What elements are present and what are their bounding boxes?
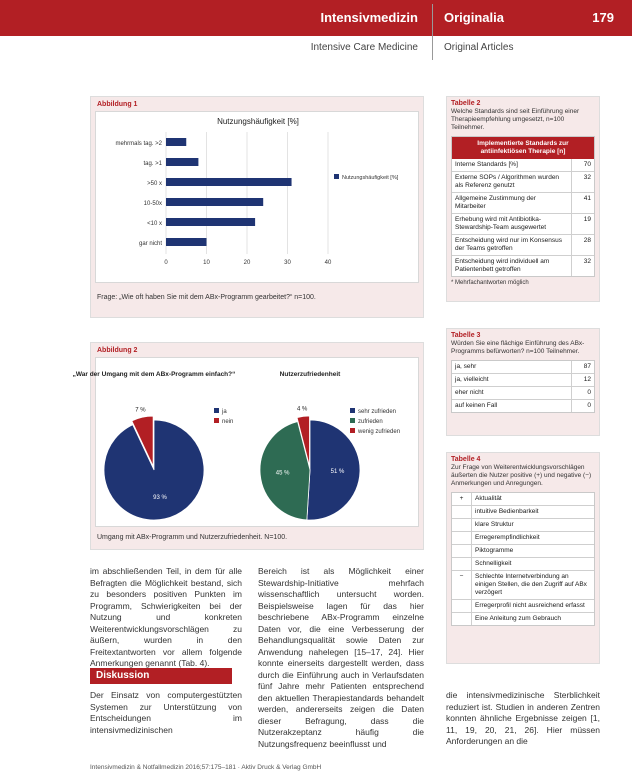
table-row (452, 214, 594, 235)
x-tick-label: 20 (243, 260, 251, 266)
figure-1-label: Abbildung 1 (97, 101, 138, 108)
bar (166, 198, 263, 206)
pie-data-label: 51 % (330, 468, 345, 475)
article-category: Originalia (444, 10, 504, 25)
table-cell-text: Schlechte Internetverbindung an einigen Stellen, die den Zugriff auf ABx verzögert (475, 573, 587, 596)
header-bar (0, 0, 632, 36)
x-tick-label: 30 (284, 260, 291, 266)
legend-swatch (350, 408, 355, 413)
y-category-label: 10-50x (143, 201, 162, 207)
pie-data-label: 7 % (135, 407, 146, 414)
legend-label: zufrieden (358, 419, 383, 425)
table-3-body (451, 360, 595, 413)
header-divider (432, 4, 433, 60)
figure-2 (72, 342, 424, 550)
table-2 (446, 96, 600, 302)
page-footer: Intensivmedizin & Notfallmedizin 2016;57:175–181 · Aktiv Druck & Verlag GmbH (90, 764, 322, 771)
table-row (452, 600, 594, 613)
table-cell-text: Entscheidung wird nur im Konsensus der Teams getroffen (452, 235, 572, 255)
article-category-subtitle: Original Articles (444, 42, 514, 53)
y-category-label: >50 x (147, 181, 162, 187)
table-cell-text: Aktualität (475, 495, 502, 502)
table-cell-sign (452, 545, 472, 557)
table-cell-text: eher nicht (452, 387, 572, 399)
table-cell-text: Eine Anleitung zum Gebrauch (475, 615, 561, 622)
table-cell-sign (452, 600, 472, 612)
table-cell-value: 28 (583, 237, 591, 244)
table-cell-text: Interne Standards [%] (452, 159, 572, 171)
body-text-col1-bottom: Der Einsatz von computergestützten Systemen zur Unterstützung von Entscheidungen im intensivmedizinischen (90, 690, 242, 735)
table-cell-text: Erhebung wird mit Antibiotika-Stewardship-Team ausgewertet (452, 214, 572, 234)
legend-label: wenig zufrieden (358, 429, 401, 435)
table-cell-value: 0 (587, 402, 591, 409)
table-cell-value: 32 (583, 174, 591, 181)
body-text-col2: Bereich ist als Möglichkeit einer Stewardship-Initiative mehrfach wissenschaftlich untersucht worden. Beispielsweise lagen für das hier beschriebene ABx-Programm einzelne Daten vor, die eine Verbesserung der Behandlungsqualität sowie Daten zur Anwendung nahelegen [15–17, 24]. Hier konnte einerseits dargestellt werden, dass durch die Einführung auch in Verlaufsdaten fünf Jahre mehr Patienten entsprechend den aktuellen Therapiestandards behandelt werden, andererseits zeigen die Daten dieser Befragung, dass die Nutzerakzeptanz häufig die Nutzungsfrequenz beeinflusst und (258, 566, 424, 749)
pie-slice (104, 420, 204, 520)
table-cell-text: klare Struktur (475, 521, 514, 528)
table-row (452, 159, 594, 172)
table-cell-text: Erregerempfindlichkeit (475, 534, 540, 541)
legend-label: nein (222, 419, 234, 425)
section-heading-diskussion: Diskussion (90, 668, 232, 684)
pie-title: „War der Umgang mit dem ABx-Programm einfach?“ (72, 371, 236, 378)
bar-chart (96, 112, 420, 284)
table-cell-text: ja, vielleicht (452, 374, 572, 386)
table-cell-text: auf keinen Fall (452, 400, 572, 412)
table-cell-sign (452, 613, 472, 625)
table-row (452, 361, 594, 374)
bar (166, 238, 207, 246)
table-row (452, 400, 594, 412)
legend-label: sehr zufrieden (358, 409, 397, 415)
legend-swatch (214, 408, 219, 413)
body-text-col1-top: im abschließenden Teil, in dem für alle Befragten die Möglichkeit bestand, sich zu besonders positiven Punkten im Programm, Schwierigkeiten bei der Nutzung und konkreten Weiterentwicklungsvorschlägen zu äußern, wurden in den Freitextantworten vor allem folgende Anmerkungen genannt (Tab. 4). (90, 566, 242, 668)
table-row (452, 374, 594, 387)
table-cell-value: 0 (587, 389, 591, 396)
figure-1 (90, 96, 424, 318)
table-cell-text: Erregerprofil nicht ausreichend erfasst (475, 602, 585, 609)
table-cell-sign: + (452, 493, 472, 505)
legend-label: ja (222, 409, 227, 415)
table-cell-text: Entscheidung wird individuell am Patientenbett getroffen (452, 256, 572, 276)
table-cell-value: 87 (583, 363, 591, 370)
page-number: 179 (592, 10, 614, 25)
table-row (452, 493, 594, 506)
figure-2-label: Abbildung 2 (97, 347, 138, 354)
legend-swatch (350, 428, 355, 433)
chart-title: Nutzungshäufigkeit [%] (217, 117, 299, 126)
table-2-description: Welche Standards sind seit Einführung einer Therapieempfehlung umgesetzt, n=100 Teilnehmer. (451, 108, 580, 131)
pie-charts (72, 358, 420, 528)
journal-section-subtitle: Intensive Care Medicine (310, 42, 418, 53)
legend-swatch (334, 174, 339, 179)
table-2-label: Tabelle 2 (451, 100, 481, 107)
x-tick-label: 10 (203, 260, 210, 266)
pie-title: Nutzerzufriedenheit (279, 371, 341, 378)
figure-1-caption: Frage: „Wie oft haben Sie mit dem ABx-Programm gearbeitet?“ n=100. (97, 294, 316, 301)
pie-data-label: 4 % (297, 406, 308, 413)
legend-swatch (214, 418, 219, 423)
table-cell-text: Externe SOPs / Algorithmen wurden als Referenz genutzt (452, 172, 572, 192)
legend-label: Nutzungshäufigkeit [%] (342, 175, 399, 181)
bar (166, 178, 292, 186)
table-2-body (451, 136, 595, 277)
table-cell-sign (452, 519, 472, 531)
table-row (452, 506, 594, 519)
table-2-header: Implementierte Standards zur antiinfektiösen Therapie [n] (452, 137, 594, 159)
x-tick-label: 0 (164, 260, 168, 266)
table-3-label: Tabelle 3 (451, 332, 481, 339)
bar (166, 138, 186, 146)
journal-section-title: Intensivmedizin (320, 10, 418, 25)
table-row (452, 387, 594, 400)
y-category-label: tag. >1 (143, 161, 162, 167)
table-cell-sign (452, 506, 472, 518)
x-tick-label: 40 (324, 260, 332, 266)
y-category-label: mehrmals tag. >2 (115, 141, 162, 147)
table-cell-value: 41 (583, 195, 591, 202)
table-cell-text: Allgemeine Zustimmung der Mitarbeiter (452, 193, 572, 213)
table-4-description: Zur Frage von Weiterentwicklungsvorschlägen äußerten die Nutzer positive (+) und negative (−) Anmerkungen und Anregungen. (451, 464, 592, 487)
table-row (452, 545, 594, 558)
table-4-label: Tabelle 4 (451, 456, 481, 463)
table-cell-sign (452, 532, 472, 544)
table-row (452, 558, 594, 571)
table-row (452, 571, 594, 600)
bar (166, 218, 255, 226)
pie-data-label: 45 % (275, 470, 290, 477)
table-2-footnote: * Mehrfachantworten möglich (451, 280, 529, 286)
bar (166, 158, 198, 166)
table-row (452, 172, 594, 193)
table-cell-value: 19 (583, 216, 591, 223)
table-row (452, 193, 594, 214)
table-row (452, 235, 594, 256)
figure-2-caption: Umgang mit ABx-Programm und Nutzerzufriedenheit. N=100. (97, 534, 288, 541)
table-4-body (451, 492, 595, 626)
table-4 (446, 452, 600, 664)
body-text-col3: die intensivmedizinische Sterblichkeit reduziert ist. Studien in anderen Zentren konnten ähnliche Ergebnisse zeigen [1, 11, 19, 20, 21, 26]. Hier müssen Anforderungen an die (446, 690, 600, 746)
table-cell-sign (452, 558, 472, 570)
table-cell-value: 12 (583, 376, 591, 383)
figure-2-chart-area (72, 357, 419, 527)
table-cell-value: 70 (583, 161, 591, 168)
y-category-label: gar nicht (138, 241, 162, 247)
pie-data-label: 93 % (153, 494, 167, 501)
table-cell-text: Piktogramme (475, 547, 514, 554)
table-row (452, 519, 594, 532)
table-cell-sign: − (452, 571, 472, 599)
table-row (452, 613, 594, 625)
figure-1-chart-area (95, 111, 419, 283)
table-row (452, 256, 594, 276)
table-3 (446, 328, 600, 436)
table-3-description: Würden Sie eine flächige Einführung des ABx-Programms befürworten? n=100 Teilnehmer. (451, 340, 585, 355)
table-cell-text: intuitive Bedienbarkeit (475, 508, 539, 515)
legend-swatch (350, 418, 355, 423)
table-row (452, 532, 594, 545)
y-category-label: <10 x (147, 221, 162, 227)
table-cell-text: ja, sehr (452, 361, 572, 373)
table-cell-value: 32 (583, 258, 591, 265)
table-cell-text: Schnelligkeit (475, 560, 512, 567)
